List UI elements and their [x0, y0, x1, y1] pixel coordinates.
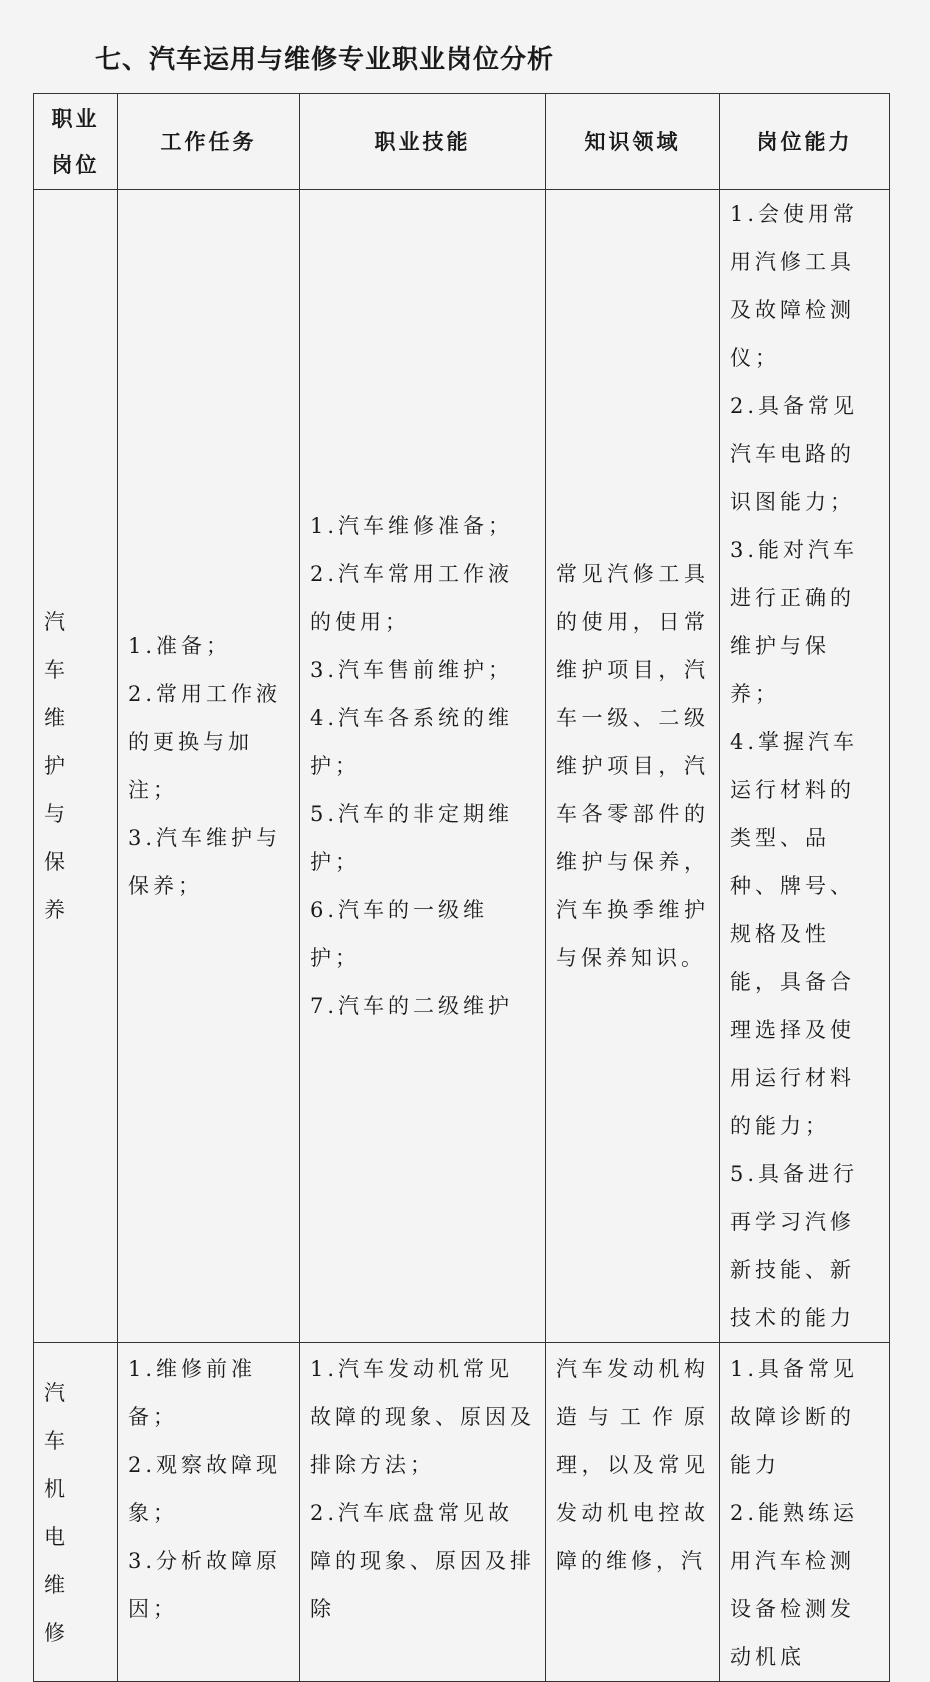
cell-skills: 1.汽车发动机常见故障的现象、原因及排除方法； 2.汽车底盘常见故障的现象、原因及排除 — [300, 1343, 546, 1682]
cell-role: 汽车维护与保养 — [34, 190, 118, 1343]
table-row — [34, 190, 890, 1343]
cell-role: 汽车机电维修 — [34, 1343, 118, 1682]
header-ability: 岗位能力 — [720, 94, 890, 190]
cell-tasks: 1.维修前准备； 2.观察故障现象； 3.分析故障原因； — [118, 1343, 300, 1682]
cell-skills: 1.汽车维修准备； 2.汽车常用工作液的使用； 3.汽车售前维护； 4.汽车各系统的维护； 5.汽车的非定期维护； 6.汽车的一级维护； 7.汽车的二级维护 — [300, 190, 546, 1343]
page-title: 七、汽车运用与维修专业职业岗位分析 — [95, 45, 555, 75]
header-tasks: 工作任务 — [118, 94, 300, 190]
cell-tasks: 1.准备； 2.常用工作液的更换与加注； 3.汽车维护与保养； — [118, 190, 300, 1343]
header-role: 职业岗位 — [34, 94, 118, 190]
table-row — [34, 1343, 890, 1682]
cell-ability: 1.具备常见故障诊断的能力 2.能熟练运用汽车检测设备检测发动机底 — [720, 1343, 890, 1682]
table-header-row — [34, 94, 890, 190]
cell-ability: 1.会使用常用汽修工具及故障检测仪； 2.具备常见汽车电路的识图能力； 3.能对汽车进行正确的维护与保养； 4.掌握汽车运行材料的类型、品种、牌号、规格及性能，具备合理选择及使用运行材料的能力； 5.具备进行再学习汽修新技能、新技术的能力 — [720, 190, 890, 1343]
cell-knowledge: 常见汽修工具的使用，日常维护项目，汽车一级、二级维护项目，汽车各零部件的维护与保养，汽车换季维护与保养知识。 — [546, 190, 720, 1343]
header-knowledge: 知识领域 — [546, 94, 720, 190]
header-skills: 职业技能 — [300, 94, 546, 190]
job-analysis-table — [33, 93, 890, 1682]
cell-knowledge: 汽车发动机构造与工作原理，以及常见发动机电控故障的维修，汽 — [546, 1343, 720, 1682]
